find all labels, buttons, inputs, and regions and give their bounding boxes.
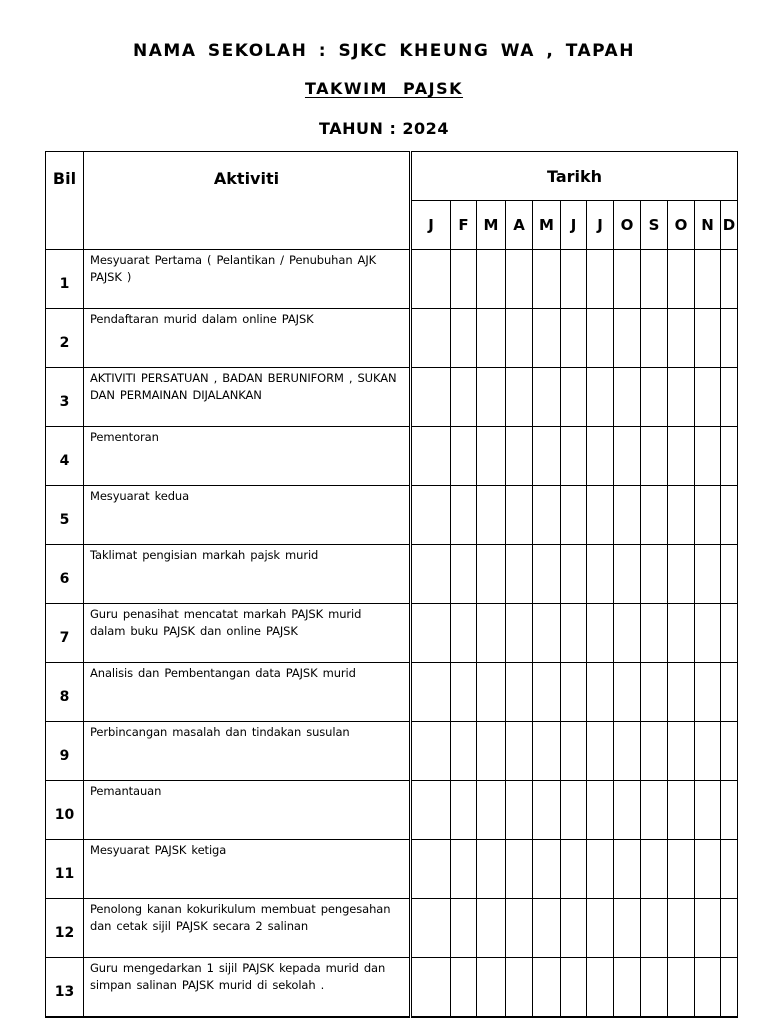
document-subtitle: TAKWIM PAJSK: [304, 79, 464, 98]
month-cell: [695, 663, 721, 722]
month-cell: [506, 840, 533, 899]
month-cell: [614, 368, 641, 427]
month-cell: [668, 958, 695, 1018]
month-cell: [587, 250, 614, 309]
month-cell: [668, 899, 695, 958]
activity-description: Pemantauan: [84, 781, 411, 840]
month-cell: [587, 722, 614, 781]
month-cell: [533, 958, 561, 1018]
month-cell: [451, 722, 477, 781]
month-cell: [587, 604, 614, 663]
month-cell: [695, 250, 721, 309]
month-cell: [721, 486, 738, 545]
month-cell: [411, 309, 451, 368]
month-cell: [721, 722, 738, 781]
row-number: 1: [46, 250, 84, 309]
month-cell: [477, 840, 506, 899]
table-row: [46, 958, 738, 1018]
activity-rows: [46, 250, 738, 1018]
row-number: 9: [46, 722, 84, 781]
month-cell: [695, 309, 721, 368]
table-row: [46, 250, 738, 309]
month-cell: [533, 604, 561, 663]
month-cell: [561, 604, 587, 663]
month-cell: [451, 781, 477, 840]
month-cell: [668, 309, 695, 368]
month-cell: [451, 663, 477, 722]
row-number: 6: [46, 545, 84, 604]
activity-description: Penolong kanan kokurikulum membuat pengesahan dan cetak sijil PAJSK secara 2 salinan: [84, 899, 411, 958]
month-cell: [533, 840, 561, 899]
month-cell: [695, 427, 721, 486]
row-number: 13: [46, 958, 84, 1018]
month-cell: [506, 781, 533, 840]
month-cell: [614, 250, 641, 309]
row-number: 10: [46, 781, 84, 840]
month-cell: [506, 958, 533, 1018]
month-cell: [641, 368, 668, 427]
month-cell: [721, 604, 738, 663]
month-cell: [506, 663, 533, 722]
activity-description: Analisis dan Pembentangan data PAJSK murid: [84, 663, 411, 722]
table-row: [46, 427, 738, 486]
month-cell: [411, 781, 451, 840]
month-cell: [721, 663, 738, 722]
month-cell: [506, 427, 533, 486]
month-header: M: [477, 201, 506, 250]
month-cell: [533, 545, 561, 604]
month-cell: [451, 840, 477, 899]
month-cell: [477, 427, 506, 486]
month-cell: [587, 781, 614, 840]
table-row: [46, 486, 738, 545]
month-cell: [561, 840, 587, 899]
month-cell: [587, 427, 614, 486]
month-cell: [614, 722, 641, 781]
row-number: 12: [46, 899, 84, 958]
month-cell: [587, 486, 614, 545]
table-row: [46, 309, 738, 368]
month-header: M: [533, 201, 561, 250]
month-cell: [695, 781, 721, 840]
month-cell: [506, 604, 533, 663]
month-cell: [561, 368, 587, 427]
month-cell: [451, 427, 477, 486]
table-row: [46, 545, 738, 604]
column-header-aktiviti: Aktiviti: [84, 152, 411, 250]
table-row: [46, 663, 738, 722]
month-cell: [641, 604, 668, 663]
activity-description: Pendaftaran murid dalam online PAJSK: [84, 309, 411, 368]
month-cell: [614, 899, 641, 958]
month-header: J: [561, 201, 587, 250]
month-cell: [668, 368, 695, 427]
activity-description: Pementoran: [84, 427, 411, 486]
month-cell: [561, 781, 587, 840]
month-cell: [614, 781, 641, 840]
month-cell: [411, 486, 451, 545]
row-number: 4: [46, 427, 84, 486]
row-number: 7: [46, 604, 84, 663]
month-cell: [561, 309, 587, 368]
month-cell: [411, 604, 451, 663]
month-cell: [668, 663, 695, 722]
month-header: O: [614, 201, 641, 250]
month-cell: [506, 899, 533, 958]
month-cell: [477, 486, 506, 545]
row-number: 11: [46, 840, 84, 899]
activity-description: Perbincangan masalah dan tindakan susulan: [84, 722, 411, 781]
month-cell: [506, 722, 533, 781]
month-cell: [411, 250, 451, 309]
month-header: A: [506, 201, 533, 250]
month-cell: [561, 722, 587, 781]
school-name-title: NAMA SEKOLAH : SJKC KHEUNG WA , TAPAH: [133, 41, 635, 61]
month-cell: [668, 722, 695, 781]
month-cell: [641, 840, 668, 899]
month-cell: [506, 486, 533, 545]
month-cell: [721, 899, 738, 958]
month-cell: [411, 899, 451, 958]
month-cell: [477, 663, 506, 722]
month-cell: [641, 486, 668, 545]
month-cell: [477, 604, 506, 663]
column-header-bil: Bil: [46, 152, 84, 250]
month-cell: [695, 899, 721, 958]
month-cell: [533, 663, 561, 722]
month-cell: [641, 309, 668, 368]
month-cell: [668, 427, 695, 486]
month-cell: [451, 899, 477, 958]
row-number: 3: [46, 368, 84, 427]
activity-description: Mesyuarat Pertama ( Pelantikan / Penubuhan AJK PAJSK ): [84, 250, 411, 309]
month-cell: [721, 840, 738, 899]
month-cell: [641, 427, 668, 486]
activity-description: Guru penasihat mencatat markah PAJSK murid dalam buku PAJSK dan online PAJSK: [84, 604, 411, 663]
month-cell: [451, 545, 477, 604]
month-cell: [721, 781, 738, 840]
table-row: [46, 840, 738, 899]
month-cell: [477, 309, 506, 368]
month-cell: [668, 840, 695, 899]
month-cell: [668, 604, 695, 663]
month-cell: [561, 958, 587, 1018]
month-header: F: [451, 201, 477, 250]
month-cell: [668, 250, 695, 309]
month-cell: [533, 899, 561, 958]
month-cell: [477, 899, 506, 958]
month-cell: [721, 545, 738, 604]
month-header: N: [695, 201, 721, 250]
month-cell: [668, 486, 695, 545]
month-cell: [641, 545, 668, 604]
month-cell: [721, 368, 738, 427]
month-cell: [587, 840, 614, 899]
month-cell: [721, 250, 738, 309]
month-cell: [561, 545, 587, 604]
month-cell: [506, 368, 533, 427]
month-cell: [561, 250, 587, 309]
month-header: J: [411, 201, 451, 250]
month-cell: [721, 427, 738, 486]
month-cell: [477, 545, 506, 604]
month-cell: [451, 368, 477, 427]
month-cell: [668, 545, 695, 604]
month-cell: [506, 250, 533, 309]
month-header: O: [668, 201, 695, 250]
table-row: [46, 781, 738, 840]
month-cell: [614, 604, 641, 663]
month-cell: [533, 722, 561, 781]
month-cell: [451, 958, 477, 1018]
month-cell: [587, 545, 614, 604]
month-cell: [614, 309, 641, 368]
table-row: [46, 899, 738, 958]
month-cell: [695, 958, 721, 1018]
month-cell: [477, 722, 506, 781]
month-cell: [668, 781, 695, 840]
month-cell: [695, 840, 721, 899]
month-cell: [695, 368, 721, 427]
month-cell: [614, 663, 641, 722]
month-header: D: [721, 201, 738, 250]
month-cell: [641, 722, 668, 781]
month-cell: [587, 368, 614, 427]
month-cell: [451, 604, 477, 663]
table-row: [46, 368, 738, 427]
month-cell: [614, 545, 641, 604]
month-cell: [561, 899, 587, 958]
activity-description: AKTIVITI PERSATUAN , BADAN BERUNIFORM , SUKAN DAN PERMAINAN DIJALANKAN: [84, 368, 411, 427]
row-number: 5: [46, 486, 84, 545]
month-cell: [614, 958, 641, 1018]
month-cell: [411, 722, 451, 781]
row-number: 8: [46, 663, 84, 722]
month-cell: [614, 840, 641, 899]
month-cell: [506, 545, 533, 604]
month-cell: [587, 663, 614, 722]
month-cell: [587, 899, 614, 958]
calendar-table: [45, 151, 738, 1018]
activity-description: Guru mengedarkan 1 sijil PAJSK kepada murid dan simpan salinan PAJSK murid di sekolah .: [84, 958, 411, 1018]
year-label: TAHUN : 2024: [319, 119, 449, 138]
month-cell: [411, 663, 451, 722]
month-cell: [477, 781, 506, 840]
month-cell: [641, 663, 668, 722]
month-cell: [641, 958, 668, 1018]
month-cell: [533, 427, 561, 486]
month-cell: [561, 663, 587, 722]
month-cell: [411, 958, 451, 1018]
month-cell: [451, 250, 477, 309]
month-cell: [614, 486, 641, 545]
month-cell: [695, 604, 721, 663]
month-cell: [561, 427, 587, 486]
month-cell: [614, 427, 641, 486]
activity-description: Taklimat pengisian markah pajsk murid: [84, 545, 411, 604]
month-cell: [451, 486, 477, 545]
month-cell: [451, 309, 477, 368]
month-cell: [533, 486, 561, 545]
month-cell: [411, 545, 451, 604]
month-cell: [695, 722, 721, 781]
month-cell: [695, 486, 721, 545]
month-cell: [641, 250, 668, 309]
month-cell: [533, 250, 561, 309]
month-cell: [695, 545, 721, 604]
month-cell: [721, 958, 738, 1018]
table-row: [46, 722, 738, 781]
month-cell: [477, 958, 506, 1018]
month-cell: [641, 899, 668, 958]
month-header: J: [587, 201, 614, 250]
month-cell: [587, 958, 614, 1018]
column-header-tarikh: Tarikh: [411, 152, 738, 201]
month-cell: [411, 427, 451, 486]
row-number: 2: [46, 309, 84, 368]
month-cell: [411, 840, 451, 899]
month-cell: [477, 250, 506, 309]
month-cell: [533, 368, 561, 427]
month-cell: [561, 486, 587, 545]
activity-description: Mesyuarat kedua: [84, 486, 411, 545]
month-cell: [721, 309, 738, 368]
month-header: S: [641, 201, 668, 250]
month-cell: [477, 368, 506, 427]
month-cell: [411, 368, 451, 427]
month-cell: [506, 309, 533, 368]
month-cell: [533, 781, 561, 840]
activity-description: Mesyuarat PAJSK ketiga: [84, 840, 411, 899]
table-row: [46, 604, 738, 663]
month-cell: [533, 309, 561, 368]
month-cell: [641, 781, 668, 840]
month-cell: [587, 309, 614, 368]
